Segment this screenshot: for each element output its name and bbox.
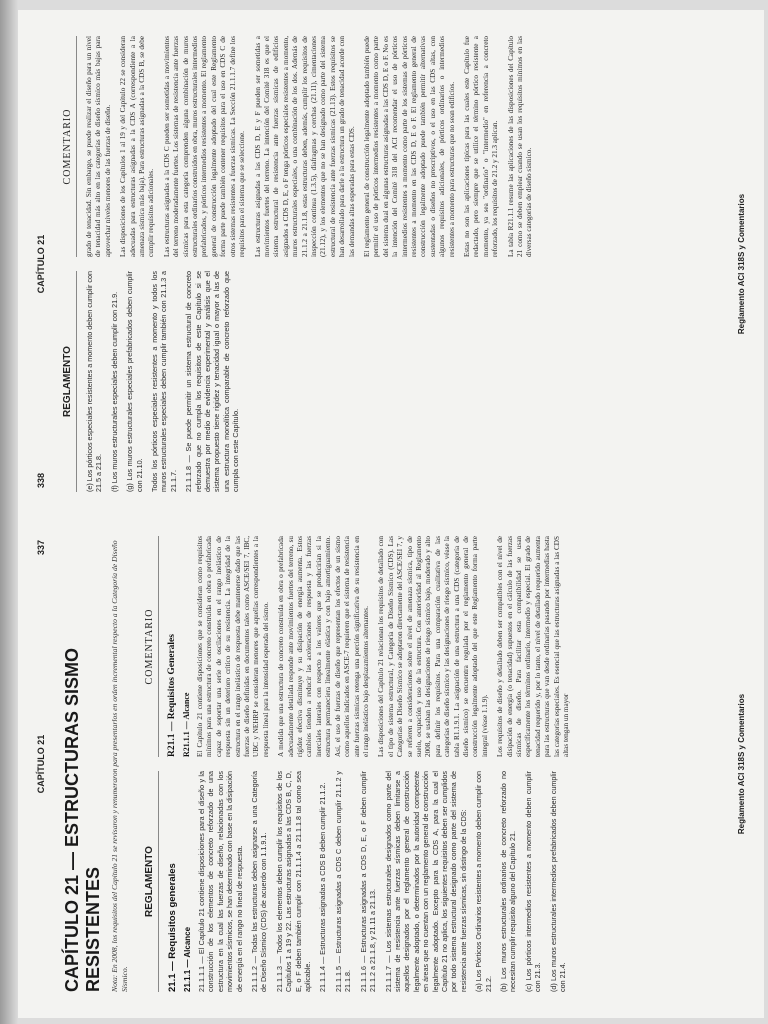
paragraph: Estas no son las aplicaciones típicas para las cuales este Capítulo fue redactado, pero siempre que se utilice el término pórtico resistente a momento, ya sea "ordinario" o "intermedio" en referencia a concreto reforzado, los requisitos de 21.2 y 21.3 aplican. bbox=[463, 36, 500, 257]
running-head: CAPÍTULO 21 bbox=[36, 234, 46, 294]
chapter-note: Nota: En 2008, los requisitos del Capítulo 21 se revisaron y renumeraron para presentarlos en orden incremental respecto a la Categoría de Diseño Sísmico. bbox=[110, 540, 129, 992]
comentario-heading: COMENTARIO bbox=[62, 36, 77, 257]
list-item: (a) Los Pórticos Ordinarios resistentes a momento deben cumplir con 21.2. bbox=[474, 771, 493, 992]
paragraph: 21.1.1.3 — Todos los elementos deben cumplir los requisitos de los Capítulos 1 a 19 y 22. Las estructuras asignadas a las CDS B, C, D, E, o F deben también cumplir con 21.1.1.4 a 21.1.1.8 tal como sea aplicable. bbox=[274, 771, 313, 992]
page-number: 338 bbox=[36, 472, 46, 488]
paragraph: El Capítulo 21 contiene disposiciones que se consideran como requisitos mínimos para una estructura de concreto construida en obra o prefabricada capaz de soportar una serie de oscilaciones en el rango inelástico de respuesta sin un deterioro crítico de su resistencia. La integridad de la estructura en el rango inelástico de respuesta debe mantenerse dado que las fuerzas de diseño definidas en documentos tales como ASCE/SEI 7, IBC, UBC y NEHRP se consideran menores que aquellas correspondientes a la respuesta lineal para la intensidad esperada del sismo. bbox=[196, 536, 270, 757]
two-column-body bbox=[140, 536, 577, 992]
subsection-heading: 21.1.1 — Alcance bbox=[183, 926, 192, 992]
paragraph: 21.1.1.8 — Se puede permitir un sistema estructural de concreto reforzado que no cumpla los requisitos de este Capítulo si se demuestra por medio de evidencia experimental y análisis que el sistema propuesto tiene rigidez y tenacidad igual o mayor a las de una estructura monolítica comparable de concreto reforzado que cumpla con este Capítulo. bbox=[184, 271, 241, 492]
paragraph: Las disposiciones del Capítulo 21 relacionan los requisitos de detallado con el tipo de sistema estructural, y Categoría de Diseño Sísmico (CDS). Las Categorías de Diseño Sísmico se adoptaron directamente del ASCE/SEI 7, y se refieren a consideraciones sobre el nivel de amenaza sísmica, tipo de suelo, ocupación y uso de la estructura. Con anterioridad al Reglamento 2008, se usaban las designaciones de riesgo sísmico bajo, moderado y alto para definir los requisitos. Para una comparación cualitativa de las categorías de diseño sísmico y las designaciones de riesgo sísmico, véase la tabla R1.1.9.1. La asignación de una estructura a una CDS (categoría de diseño sísmico) se encuentra regulada por el reglamento general de construcción legalmente adoptado del que este Reglamento forma parte integral (véase 1.1.9). bbox=[377, 536, 489, 757]
subsection-heading: R21.1.1 — Alcance bbox=[182, 692, 191, 757]
page-footer: Reglamento ACI 318S y Comentarios bbox=[737, 193, 746, 335]
scanned-document bbox=[18, 10, 764, 1018]
paragraph: Las estructuras asignadas a las CDS D, E y F pueden ser sometidas a movimientos fuertes del terreno. La intención del Comité 318 es que el sistema estructural de resistencia ante fuerzas sísmicas de edificios asignados a CDS D, E, o F tenga pórticos especiales resistentes a momento, muros estructurales especiales, o una combinación de los dos. Además de 21.1.2 a 21.1.8, estas estructuras deben, además, cumplir los requisitos de inspección continua (1.3.5), diafragmas y cerchas (21.11), cimentaciones (21.12), y los elementos que no se han designado como parte del sistema estructural de resistencia ante fuerzas sísmicas (21.13). Estos requisitos se han desarrollado para darle a la estructura un grado de tenacidad acorde con las demandas altas esperadas para estas CDS. bbox=[253, 36, 356, 257]
section-heading: 21.1 — Requisitos generales bbox=[167, 863, 178, 992]
paragraph: 21.1.1.6 — Estructuras asignadas a CDS D, E, o F deben cumplir 21.1.2 a 21.1.8, y 21.11 a 21.13. bbox=[358, 771, 378, 992]
paragraph: 21.1.1.7 — Los sistemas estructurales designados como parte del sistema de resistencia ante fuerzas sísmicas deben limitarse a aquellos designados por el reglamento general de construcción legalmente adoptado, o determinados por la autoridad competente en áreas que no cuentan con un reglamento general de construcción legalmente adoptado. Excepto para la CDS A, para la cual el Capítulo 21 no aplica, los siguientes requisitos deben ser cumplidos por todo sistema estructural designado como parte del sistema de resistencia ante fuerzas sísmicas, sin distingo de la CDS: bbox=[383, 771, 468, 992]
scan-shadow bbox=[0, 0, 18, 1024]
book-spread bbox=[26, 14, 756, 1014]
list-item: (e) Los pórticos especiales resistentes a momento deben cumplir con 21.5 a 21.8. bbox=[85, 271, 104, 492]
running-head: CAPÍTULO 21 bbox=[36, 734, 46, 794]
reglamento-column bbox=[58, 271, 541, 492]
paragraph: Las disposiciones de los Capítulos 1 al 19 y del Capítulo 22 se consideran adecuadas para estructuras asignadas a la CDS A (correspondiente a la amenaza sísmica más baja). Para estructuras asignadas a la CDS B, se debe cumplir requisitos adicionales. bbox=[119, 36, 156, 257]
comentario-heading: COMENTARIO bbox=[144, 536, 159, 757]
paragraph: 21.1.1.4 — Estructuras asignadas a CDS B deben cumplir 21.1.2. bbox=[318, 782, 328, 992]
comentario-column bbox=[140, 536, 577, 757]
paragraph: grado de tenacidad. Sin embargo, se puede realizar el diseño para un nivel de tenacidad más alto en las categorías de diseño sísmico más bajas para aprovechar niveles menores de las fuerzas de diseño. bbox=[85, 36, 112, 257]
list-item: (f) Los muros estructurales especiales deben cumplir con 21.9. bbox=[109, 291, 119, 492]
list-item: (g) Los muros estructurales especiales prefabricados deben cumplir con 21.10. bbox=[125, 271, 144, 492]
list-item: (b) Los muros estructurales ordinarios de concreto reforzado no necesitan cumplir requisito alguno del Capítulo 21. bbox=[498, 771, 518, 992]
paragraph: Los requisitos de diseño y detallado deben ser compatibles con el nivel de disipación de energía (o tenacidad) supuestos en el cálculo de las fuerzas sísmicas de diseño. Para facilitar esta compatibilidad se usan específicamente los términos ordinario, intermedio y especial. El grado de tenacidad requerido y, por lo tanto, el nivel de detallado requerido aumenta para las estructuras que van desde ordinarias pasando por intermedias hasta las categorías especiales. Es esencial que las estructuras asignadas a las CDS altas tengan un mayor bbox=[496, 536, 571, 757]
reglamento-heading: REGLAMENTO bbox=[144, 771, 159, 992]
paragraph: A medida que una estructura de concreto construida en obra o prefabricada adecuadamente detallada responde ante movimientos fuertes del terreno, su rigidez efectiva disminuye y su disipación de energía aumenta. Estos cambios tienden a reducir las aceleraciones de respuesta y las fuerzas inerciales laterales con respecto a los valores que se producirían si la estructura permaneciera linealmente elástica y con bajo amortiguamiento. Así, el uso de fuerzas de diseño que representan los efectos de un sismo como aquellos indicados en ASCE-7 requieren que el sistema de resistencia ante fuerzas sísmicas retenga una porción significativa de su resistencia en el rango inelástico bajo desplazamientos alternantes. bbox=[277, 536, 370, 757]
paragraph: Todos los pórticos especiales resistentes a momento y todos los muros estructurales especiales deben cumplir también con 21.1.3 a 21.1.7. bbox=[150, 271, 178, 492]
page-number: 337 bbox=[36, 540, 46, 556]
two-column-body bbox=[58, 36, 541, 492]
list-item: (d) Los muros estructurales intermedios prefabricados deben cumplir con 21.4. bbox=[548, 771, 567, 992]
page-337 bbox=[26, 514, 756, 1014]
paragraph: 21.1.1.2 — Todas las estructuras deben asignarse a una Categoría de Diseño Sísmico (CDS) de acuerdo con 1.1.9.1. bbox=[250, 771, 269, 992]
reglamento-heading: REGLAMENTO bbox=[62, 271, 77, 492]
chapter-title: CAPÍTULO 21 — ESTRUCTURAS SISMO RESISTENTES bbox=[62, 647, 103, 992]
page-footer: Reglamento ACI 318S y Comentarios bbox=[737, 693, 746, 835]
reglamento-column bbox=[140, 771, 577, 992]
list-item: (c) Los pórticos intermedios resistentes a momento deben cumplir con 21.3. bbox=[523, 771, 543, 992]
paragraph: El reglamento general de construcción legalmente adoptado también puede permitir el uso de pórticos intermedios resistentes a momento como parte del sistema dual en algunas estructuras asignadas a las CDS D, E o F. No es la intención del Comité 318 del ACI recomendar el uso de pórticos intermedios resistentes a momento como parte de los sistemas de pórticos resistentes a momento en las CDS D, E o F. El reglamento general de construcción legalmente adoptado puede también permitir alternativas sustentadas o diseños no prescriptivos, o el uso en las CDS altas, con algunos requisitos adicionales, de pórticos ordinarios o intermedios resistentes a momento para estructuras que no sean edificios. bbox=[362, 36, 456, 257]
paragraph: 21.1.1.5 — Estructuras asignadas a CDS C deben cumplir 21.1.2 y 21.1.8. bbox=[333, 771, 353, 992]
paragraph: 21.1.1.1 — El Capítulo 21 contiene disposiciones para el diseño y la construcción de los elementos de concreto reforzado de una estructura en la cual las fuerzas de diseño, relacionadas con los movimientos sísmicos, se han determinado con base en la disipación de energía en el rango no lineal de respuesta. bbox=[197, 771, 244, 992]
paragraph: La tabla R21.1.1 resume las aplicaciones de las disposiciones del Capítulo 21 como se deben emplear cuando se usan los requisitos mínimos en las diversas categorías de diseño sísmico. bbox=[506, 36, 534, 257]
comentario-column bbox=[58, 36, 541, 257]
section-heading: R21.1 — Requisitos Generales bbox=[167, 634, 177, 757]
paragraph: Las estructuras asignadas a la CDS C pueden ser sometidas a movimientos del terreno moderadamente fuertes. Los sistemas de resistencia ante fuerzas sísmicas para esta categoría comprenden alguna combinación de muros estructurales ordinarios construidos en obra, muros estructurales intermedios prefabricados, y pórticos intermedios resistentes a momento. El reglamento general de construcción legalmente adoptado del cual este Reglamento forma parte puede también contener requisitos para el uso en CDS C de otros sistemas resistentes a fuerzas sísmicas. La Sección 21.1.1.7 define los requisitos para el sistema que se seleccione. bbox=[162, 36, 247, 257]
page-338 bbox=[26, 14, 756, 514]
